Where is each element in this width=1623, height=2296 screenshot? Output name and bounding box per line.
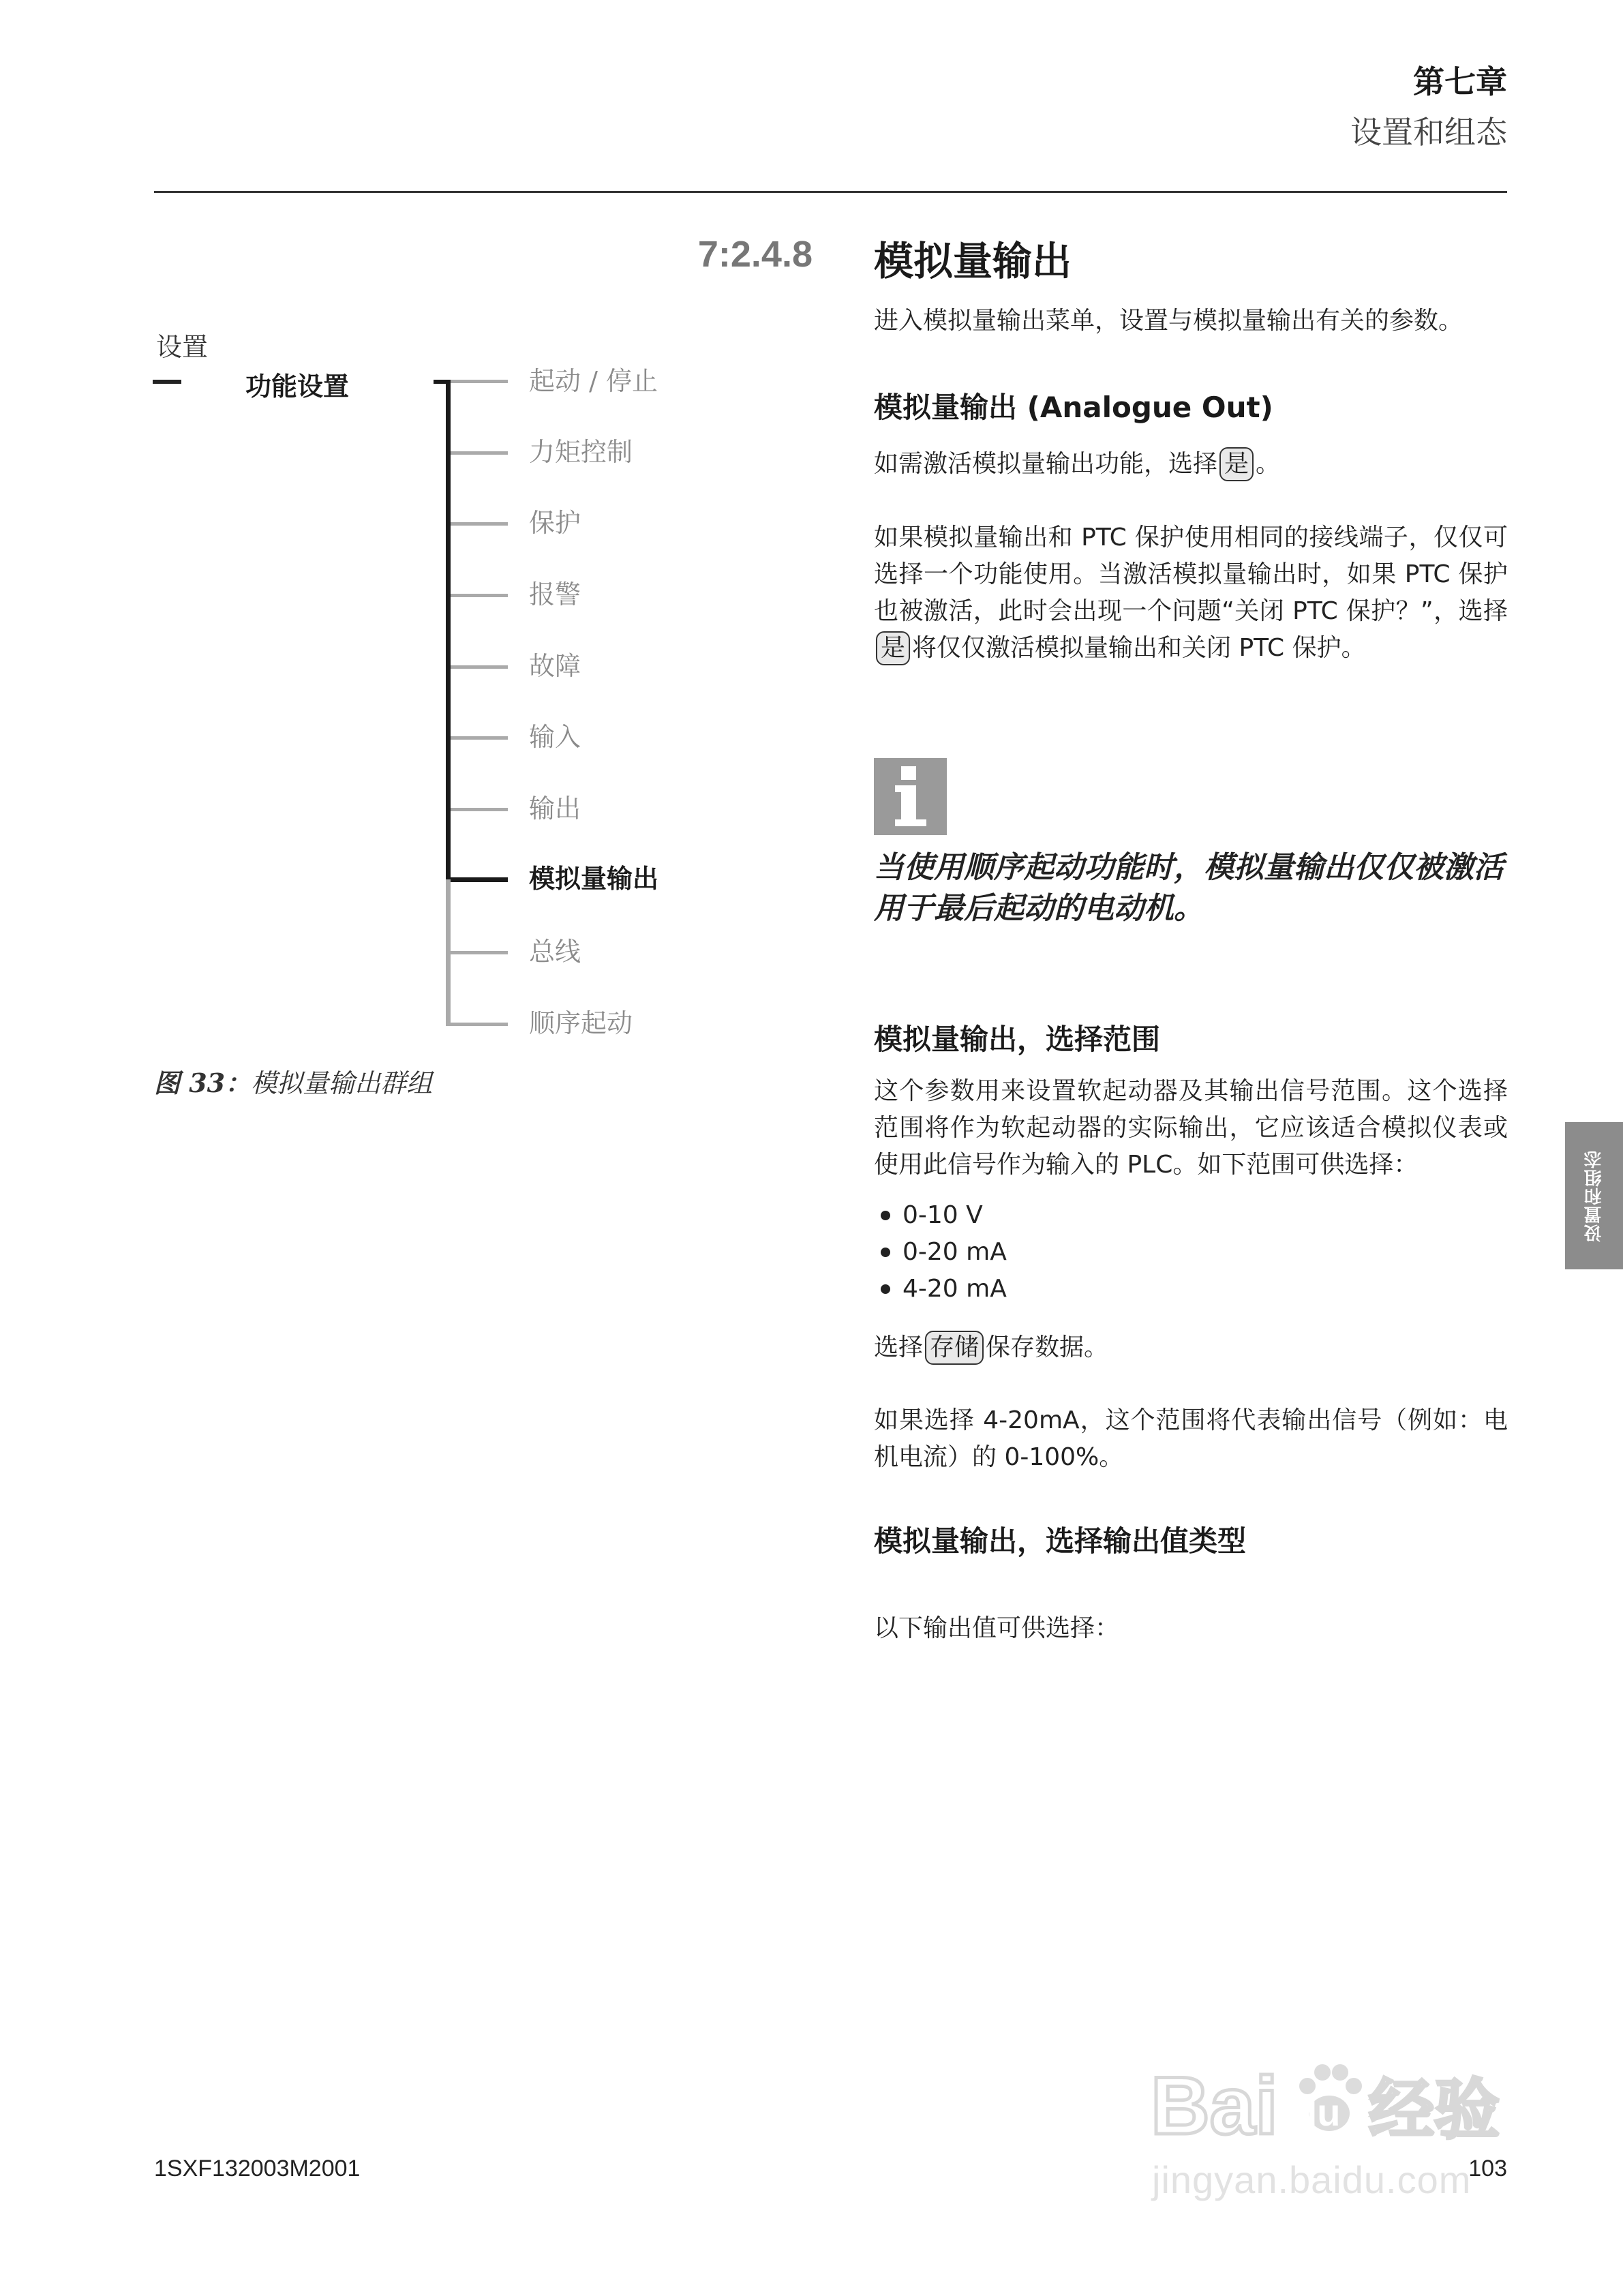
menu-item-output: 输出 — [529, 794, 581, 824]
range-paragraph: 这个参数用来设置软起动器及其输出信号范围。这个选择范围将作为软起动器的实际输出，它应该适合模拟仪表或使用此信号作为输入的 PLC。如下范围可供选择： — [874, 1077, 1508, 1179]
activate-text-end: 。 — [1256, 450, 1281, 478]
menu-item-protection: 保护 — [529, 508, 581, 538]
chapter-subtitle: 设置和组态 — [1350, 114, 1507, 151]
save-key: 存储 — [925, 1331, 984, 1365]
range-option-0-20ma: 0-20 mA — [902, 1238, 1007, 1266]
value-type-paragraph: 以下输出值可供选择： — [874, 1614, 1120, 1642]
yes-key: 是 — [1219, 447, 1254, 481]
value-type-heading: 模拟量输出，选择输出值类型 — [874, 1524, 1247, 1558]
menu-branch — [451, 522, 508, 526]
info-icon — [874, 758, 947, 835]
header-divider — [154, 191, 1507, 193]
chapter-side-tab — [1565, 1122, 1623, 1269]
menu-tree-trunk-tail — [446, 879, 451, 1026]
range-options-list — [874, 1197, 1007, 1308]
menu-item-start-stop: 起动 / 停止 — [529, 366, 658, 396]
menu-branch — [451, 808, 508, 811]
range-note-paragraph: 如果选择 4-20mA，这个范围将代表输出信号（例如：电机电流）的 0-100%。 — [874, 1406, 1508, 1471]
list-item — [874, 1271, 1007, 1308]
menu-item-input: 输入 — [529, 722, 581, 752]
side-tab-label: 设置和组态 — [1584, 1149, 1605, 1242]
menu-branch — [451, 665, 508, 669]
analogue-out-heading: 模拟量输出 (Analogue Out) — [874, 391, 1273, 424]
ptc-paragraph — [874, 519, 1508, 667]
section-number: 7:2.4.8 — [697, 234, 813, 275]
intro-paragraph: 进入模拟量输出菜单，设置与模拟量输出有关的参数。 — [874, 307, 1463, 335]
menu-item-fault: 故障 — [529, 651, 581, 681]
svg-text:du: du — [1294, 2091, 1341, 2134]
svg-text:经验: 经验 — [1369, 2072, 1500, 2148]
save-paragraph — [874, 1329, 1508, 1366]
activate-text: 如需激活模拟量输出功能，选择 — [874, 450, 1218, 478]
yes-key: 是 — [876, 631, 910, 665]
list-item — [874, 1234, 1007, 1271]
menu-branch — [451, 1023, 508, 1026]
watermark-url: jingyan.baidu.com — [1152, 2158, 1472, 2201]
menu-item-torque-control: 力矩控制 — [529, 437, 633, 467]
menu-item-warning: 报警 — [529, 579, 581, 609]
ptc-text-end: 将仅仅激活模拟量输出和关闭 PTC 保护。 — [912, 634, 1366, 662]
menu-root-label: 设置 — [156, 332, 209, 362]
menu-branch-active — [451, 877, 508, 882]
menu-item-analogue-output: 模拟量输出 — [529, 863, 659, 894]
menu-branch — [451, 451, 508, 455]
save-text: 选择 — [874, 1333, 924, 1361]
bullet-icon — [881, 1248, 890, 1257]
range-option-4-20ma: 4-20 mA — [902, 1275, 1007, 1303]
ptc-text: 如果模拟量输出和 PTC 保护使用相同的接线端子，仅仅可选择一个功能使用。当激活模拟量输出时，如果 PTC 保护也被激活，此时会出现一个问题“关闭 PTC 保护？”，选择 — [874, 524, 1508, 625]
menu-item-sequence-start: 顺序起动 — [529, 1008, 633, 1038]
list-item — [874, 1197, 1007, 1234]
menu-root-dash — [153, 380, 181, 384]
page-number: 103 — [1468, 2156, 1507, 2181]
menu-branch — [451, 951, 508, 954]
chapter-title: 第七章 — [1413, 63, 1507, 100]
figure-caption-label: 图 33： — [154, 1068, 252, 1098]
svg-text:Bai: Bai — [1151, 2060, 1278, 2151]
save-text-end: 保存数据。 — [986, 1333, 1109, 1361]
section-title: 模拟量输出 — [874, 238, 1072, 284]
menu-item-fieldbus: 总线 — [529, 937, 581, 967]
figure-caption — [154, 1062, 432, 1100]
bullet-icon — [881, 1284, 890, 1294]
figure-caption-text: 模拟量输出群组 — [251, 1068, 433, 1098]
baidu-watermark-logo — [1151, 2052, 1519, 2154]
menu-branch — [451, 380, 508, 383]
menu-tree-trunk — [446, 380, 451, 879]
sequence-start-note: 当使用顺序起动功能时，模拟量输出仅仅被激活用于最后起动的电动机。 — [874, 850, 1504, 926]
menu-branch — [451, 594, 508, 597]
menu-branch — [451, 736, 508, 740]
bullet-icon — [881, 1211, 890, 1220]
activate-paragraph — [874, 446, 1508, 483]
range-option-0-10v: 0-10 V — [902, 1201, 983, 1229]
document-id: 1SXF132003M2001 — [154, 2156, 361, 2181]
range-heading: 模拟量输出，选择范围 — [874, 1023, 1161, 1056]
menu-parent-label: 功能设置 — [245, 371, 350, 402]
